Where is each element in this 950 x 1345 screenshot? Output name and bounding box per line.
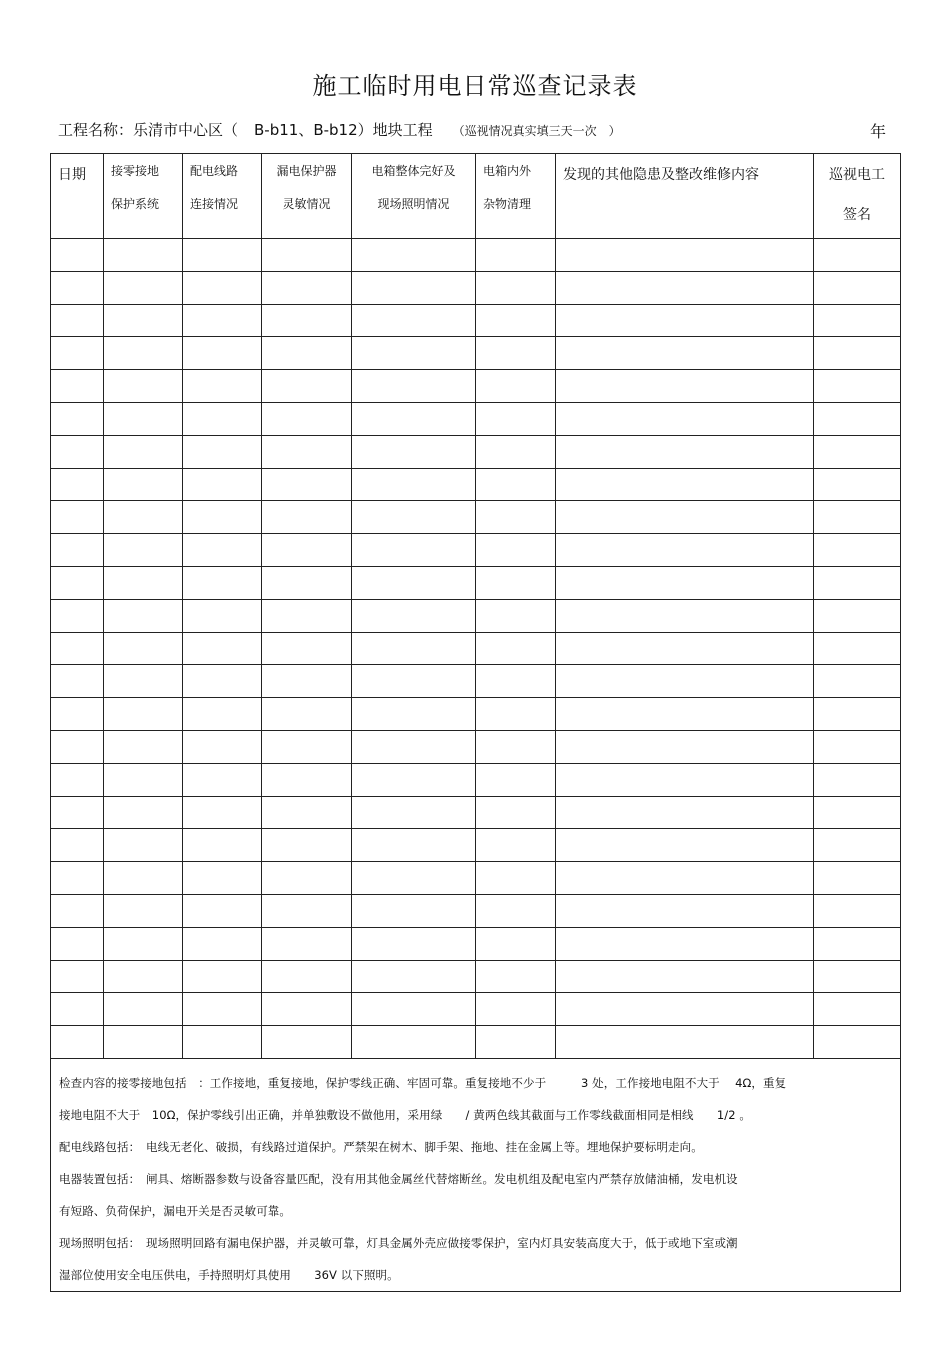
table-cell[interactable] (104, 960, 183, 993)
table-cell[interactable] (104, 534, 183, 567)
table-cell[interactable] (104, 796, 183, 829)
table-cell[interactable] (262, 1026, 352, 1059)
table-cell[interactable] (814, 927, 901, 960)
table-cell[interactable] (556, 862, 814, 895)
table-cell[interactable] (352, 763, 476, 796)
table-cell[interactable] (556, 304, 814, 337)
table-cell[interactable] (51, 304, 104, 337)
table-cell[interactable] (104, 829, 183, 862)
table-header-row (51, 154, 901, 239)
table-row (51, 304, 901, 337)
table-cell[interactable] (556, 599, 814, 632)
table-row (51, 829, 901, 862)
table-cell[interactable] (183, 894, 262, 927)
table-cell[interactable] (556, 402, 814, 435)
table-row (51, 271, 901, 304)
table-cell[interactable] (51, 862, 104, 895)
table-cell[interactable] (352, 730, 476, 763)
table-row (51, 862, 901, 895)
table-cell[interactable] (814, 829, 901, 862)
table-cell[interactable] (476, 435, 556, 468)
table-row (51, 993, 901, 1026)
column-header-electrician-signature: 巡视电工 签名 (814, 154, 901, 239)
table-cell[interactable] (814, 501, 901, 534)
table-cell[interactable] (814, 632, 901, 665)
table-cell[interactable] (51, 730, 104, 763)
table-cell[interactable] (183, 730, 262, 763)
table-cell[interactable] (183, 534, 262, 567)
table-cell[interactable] (183, 599, 262, 632)
table-cell[interactable] (183, 337, 262, 370)
table-cell[interactable] (262, 239, 352, 272)
table-cell[interactable] (183, 370, 262, 403)
table-cell[interactable] (183, 468, 262, 501)
table-cell[interactable] (104, 632, 183, 665)
table-cell[interactable] (352, 698, 476, 731)
table-cell[interactable] (814, 698, 901, 731)
table-cell[interactable] (104, 927, 183, 960)
table-row (51, 402, 901, 435)
table-row (51, 763, 901, 796)
table-cell[interactable] (814, 566, 901, 599)
table-cell[interactable] (51, 271, 104, 304)
table-cell[interactable] (51, 960, 104, 993)
table-cell[interactable] (51, 337, 104, 370)
table-cell[interactable] (51, 435, 104, 468)
table-cell[interactable] (262, 829, 352, 862)
note-line: 湿部位使用安全电压供电，手持照明灯具使用 36V 以下照明。 (59, 1267, 399, 1282)
table-row (51, 1026, 901, 1059)
table-cell[interactable] (262, 599, 352, 632)
table-cell[interactable] (262, 665, 352, 698)
table-cell[interactable] (262, 632, 352, 665)
table-cell[interactable] (262, 960, 352, 993)
table-cell[interactable] (183, 698, 262, 731)
table-cell[interactable] (814, 435, 901, 468)
table-cell[interactable] (476, 534, 556, 567)
table-row (51, 468, 901, 501)
table-cell[interactable] (183, 862, 262, 895)
table-cell[interactable] (476, 1026, 556, 1059)
table-cell[interactable] (262, 468, 352, 501)
table-cell[interactable] (814, 862, 901, 895)
table-cell[interactable] (352, 665, 476, 698)
table-cell[interactable] (51, 632, 104, 665)
table-cell[interactable] (556, 632, 814, 665)
table-cell[interactable] (51, 796, 104, 829)
column-header-leakage-protector: 漏电保护器 灵敏情况 (262, 154, 352, 239)
table-cell[interactable] (476, 632, 556, 665)
table-cell[interactable] (556, 501, 814, 534)
table-cell[interactable] (183, 927, 262, 960)
table-cell[interactable] (814, 239, 901, 272)
table-cell[interactable] (352, 337, 476, 370)
table-cell[interactable] (352, 435, 476, 468)
table-cell[interactable] (51, 402, 104, 435)
table-cell[interactable] (556, 1026, 814, 1059)
table-cell[interactable] (556, 730, 814, 763)
table-cell[interactable] (476, 566, 556, 599)
note-line: 现场照明包括： 现场照明回路有漏电保护器，并灵敏可靠，灯具金属外壳应做接零保护，室内灯具安装高度大于，低于或地下室或潮 (59, 1235, 738, 1250)
table-cell[interactable] (51, 566, 104, 599)
table-row (51, 337, 901, 370)
note-line: 接地电阻不大于 10Ω，保护零线引出正确，并单独敷设不做他用，采用绿 / 黄两色线其截面与工作零线截面相同是相线 1/2 。 (59, 1107, 752, 1122)
table-cell[interactable] (476, 402, 556, 435)
table-cell[interactable] (262, 862, 352, 895)
table-cell[interactable] (814, 534, 901, 567)
table-cell[interactable] (814, 730, 901, 763)
table-cell[interactable] (476, 829, 556, 862)
table-cell[interactable] (183, 402, 262, 435)
table-cell[interactable] (476, 501, 556, 534)
inspection-record-table (50, 153, 901, 1292)
table-cell[interactable] (352, 534, 476, 567)
table-cell[interactable] (814, 402, 901, 435)
table-cell[interactable] (556, 894, 814, 927)
table-cell[interactable] (556, 698, 814, 731)
table-cell[interactable] (556, 566, 814, 599)
table-cell[interactable] (814, 304, 901, 337)
table-cell[interactable] (476, 730, 556, 763)
table-cell[interactable] (104, 665, 183, 698)
inspection-notes (51, 1058, 901, 1291)
table-cell[interactable] (183, 239, 262, 272)
table-cell[interactable] (262, 435, 352, 468)
table-cell[interactable] (556, 370, 814, 403)
table-cell[interactable] (183, 1026, 262, 1059)
table-cell[interactable] (104, 862, 183, 895)
table-cell[interactable] (352, 1026, 476, 1059)
table-cell[interactable] (476, 796, 556, 829)
table-row (51, 599, 901, 632)
table-cell[interactable] (183, 271, 262, 304)
table-row (51, 534, 901, 567)
table-cell[interactable] (352, 632, 476, 665)
note-line: 检查内容的接零接地包括 ：工作接地，重复接地，保护零线正确、牢固可靠。重复接地不少于 3 处，工作接地电阻不大于 4Ω，重复 (59, 1075, 787, 1090)
table-cell[interactable] (476, 468, 556, 501)
table-cell[interactable] (183, 796, 262, 829)
table-row (51, 501, 901, 534)
table-cell[interactable] (814, 993, 901, 1026)
table-cell[interactable] (556, 829, 814, 862)
table-cell[interactable] (183, 566, 262, 599)
table-cell[interactable] (51, 534, 104, 567)
table-cell[interactable] (352, 402, 476, 435)
table-row (51, 730, 901, 763)
table-cell[interactable] (814, 796, 901, 829)
table-cell[interactable] (476, 370, 556, 403)
table-cell[interactable] (556, 337, 814, 370)
table-cell[interactable] (104, 304, 183, 337)
table-cell[interactable] (104, 599, 183, 632)
table-row (51, 566, 901, 599)
table-row (51, 698, 901, 731)
page-title: 施工临时用电日常巡查记录表 (312, 72, 638, 100)
notes-row (51, 1058, 901, 1291)
column-header-other-hazards: 发现的其他隐患及整改维修内容 (556, 154, 814, 239)
table-cell[interactable] (262, 304, 352, 337)
table-cell[interactable] (814, 894, 901, 927)
table-cell[interactable] (352, 239, 476, 272)
table-cell[interactable] (556, 960, 814, 993)
table-cell[interactable] (183, 993, 262, 1026)
table-cell[interactable] (476, 239, 556, 272)
table-row (51, 632, 901, 665)
table-cell[interactable] (476, 960, 556, 993)
table-cell[interactable] (104, 337, 183, 370)
table-cell[interactable] (51, 370, 104, 403)
table-cell[interactable] (814, 271, 901, 304)
table-cell[interactable] (262, 566, 352, 599)
table-cell[interactable] (556, 271, 814, 304)
table-row (51, 927, 901, 960)
table-cell[interactable] (476, 862, 556, 895)
inspection-frequency-note: （巡视情况真实填三天一次 ） (452, 124, 621, 138)
table-cell[interactable] (476, 337, 556, 370)
table-row (51, 239, 901, 272)
table-cell[interactable] (262, 271, 352, 304)
table-cell[interactable] (352, 796, 476, 829)
table-cell[interactable] (262, 370, 352, 403)
table-row (51, 960, 901, 993)
project-name-line (58, 119, 621, 140)
table-cell[interactable] (183, 501, 262, 534)
table-cell[interactable] (262, 763, 352, 796)
table-cell[interactable] (814, 763, 901, 796)
column-header-wiring: 配电线路 连接情况 (183, 154, 262, 239)
table-cell[interactable] (104, 698, 183, 731)
table-cell[interactable] (814, 468, 901, 501)
column-header-date: 日期 (51, 154, 104, 239)
table-row (51, 435, 901, 468)
table-cell[interactable] (104, 435, 183, 468)
table-cell[interactable] (556, 927, 814, 960)
table-cell[interactable] (814, 1026, 901, 1059)
table-cell[interactable] (556, 796, 814, 829)
table-cell[interactable] (814, 665, 901, 698)
table-cell[interactable] (262, 337, 352, 370)
project-code: B-b11、B-b12）地块工程 (254, 121, 433, 139)
table-cell[interactable] (262, 501, 352, 534)
table-cell[interactable] (476, 698, 556, 731)
table-cell[interactable] (262, 927, 352, 960)
table-cell[interactable] (262, 894, 352, 927)
table-cell[interactable] (104, 763, 183, 796)
table-cell[interactable] (556, 468, 814, 501)
table-cell[interactable] (104, 566, 183, 599)
table-cell[interactable] (352, 927, 476, 960)
table-cell[interactable] (476, 271, 556, 304)
table-cell[interactable] (262, 402, 352, 435)
table-cell[interactable] (262, 993, 352, 1026)
table-cell[interactable] (104, 730, 183, 763)
table-cell[interactable] (262, 796, 352, 829)
table-cell[interactable] (51, 763, 104, 796)
table-cell[interactable] (51, 829, 104, 862)
table-cell[interactable] (352, 894, 476, 927)
column-header-box-cleaning: 电箱内外 杂物清理 (476, 154, 556, 239)
table-cell[interactable] (476, 599, 556, 632)
table-cell[interactable] (51, 894, 104, 927)
table-cell[interactable] (104, 1026, 183, 1059)
table-cell[interactable] (352, 501, 476, 534)
table-cell[interactable] (556, 239, 814, 272)
table-cell[interactable] (476, 304, 556, 337)
table-cell[interactable] (352, 271, 476, 304)
table-cell[interactable] (51, 927, 104, 960)
note-line: 电器装置包括： 闸具、熔断器参数与设备容量匹配，没有用其他金属丝代替熔断丝。发电机组及配电室内严禁存放储油桶，发电机设 (59, 1171, 738, 1186)
project-label: 工程名称：乐清市中心区（ (58, 121, 239, 139)
table-cell[interactable] (352, 599, 476, 632)
table-cell[interactable] (352, 862, 476, 895)
table-cell[interactable] (556, 763, 814, 796)
table-row (51, 665, 901, 698)
table-cell[interactable] (104, 468, 183, 501)
table-row (51, 370, 901, 403)
year-label: 年 (870, 122, 887, 141)
table-cell[interactable] (183, 960, 262, 993)
column-header-grounding: 接零接地 保护系统 (104, 154, 183, 239)
table-cell[interactable] (51, 239, 104, 272)
table-cell[interactable] (556, 534, 814, 567)
table-cell[interactable] (262, 730, 352, 763)
table-cell[interactable] (51, 468, 104, 501)
table-cell[interactable] (104, 402, 183, 435)
table-cell[interactable] (104, 501, 183, 534)
table-cell[interactable] (476, 763, 556, 796)
table-cell[interactable] (51, 993, 104, 1026)
note-line: 配电线路包括： 电线无老化、破损，有线路过道保护。严禁架在树木、脚手架、拖地、挂在金属上等。埋地保护要标明走向。 (59, 1139, 703, 1154)
table-cell[interactable] (183, 763, 262, 796)
table-cell[interactable] (476, 665, 556, 698)
table-cell[interactable] (183, 665, 262, 698)
table-cell[interactable] (556, 993, 814, 1026)
table-cell[interactable] (51, 501, 104, 534)
table-cell[interactable] (476, 993, 556, 1026)
table-cell[interactable] (104, 239, 183, 272)
table-cell[interactable] (476, 927, 556, 960)
table-cell[interactable] (51, 698, 104, 731)
table-row (51, 894, 901, 927)
table-cell[interactable] (51, 1026, 104, 1059)
table-cell[interactable] (262, 698, 352, 731)
table-cell[interactable] (352, 370, 476, 403)
note-line: 有短路、负荷保护，漏电开关是否灵敏可靠。 (59, 1203, 291, 1218)
table-cell[interactable] (352, 468, 476, 501)
table-cell[interactable] (814, 370, 901, 403)
table-cell[interactable] (352, 829, 476, 862)
table-cell[interactable] (104, 370, 183, 403)
table-row (51, 796, 901, 829)
table-cell[interactable] (814, 337, 901, 370)
table-cell[interactable] (352, 993, 476, 1026)
table-cell[interactable] (183, 304, 262, 337)
table-cell[interactable] (352, 960, 476, 993)
table-cell[interactable] (104, 894, 183, 927)
table-cell[interactable] (183, 632, 262, 665)
table-cell[interactable] (352, 304, 476, 337)
table-cell[interactable] (814, 599, 901, 632)
table-cell[interactable] (476, 894, 556, 927)
table-cell[interactable] (51, 599, 104, 632)
table-cell[interactable] (51, 665, 104, 698)
table-cell[interactable] (183, 829, 262, 862)
table-cell[interactable] (814, 960, 901, 993)
table-cell[interactable] (352, 566, 476, 599)
column-header-box-lighting: 电箱整体完好及 现场照明情况 (352, 154, 476, 239)
table-cell[interactable] (104, 271, 183, 304)
table-cell[interactable] (183, 435, 262, 468)
table-cell[interactable] (556, 435, 814, 468)
table-cell[interactable] (104, 993, 183, 1026)
table-cell[interactable] (262, 534, 352, 567)
table-cell[interactable] (556, 665, 814, 698)
